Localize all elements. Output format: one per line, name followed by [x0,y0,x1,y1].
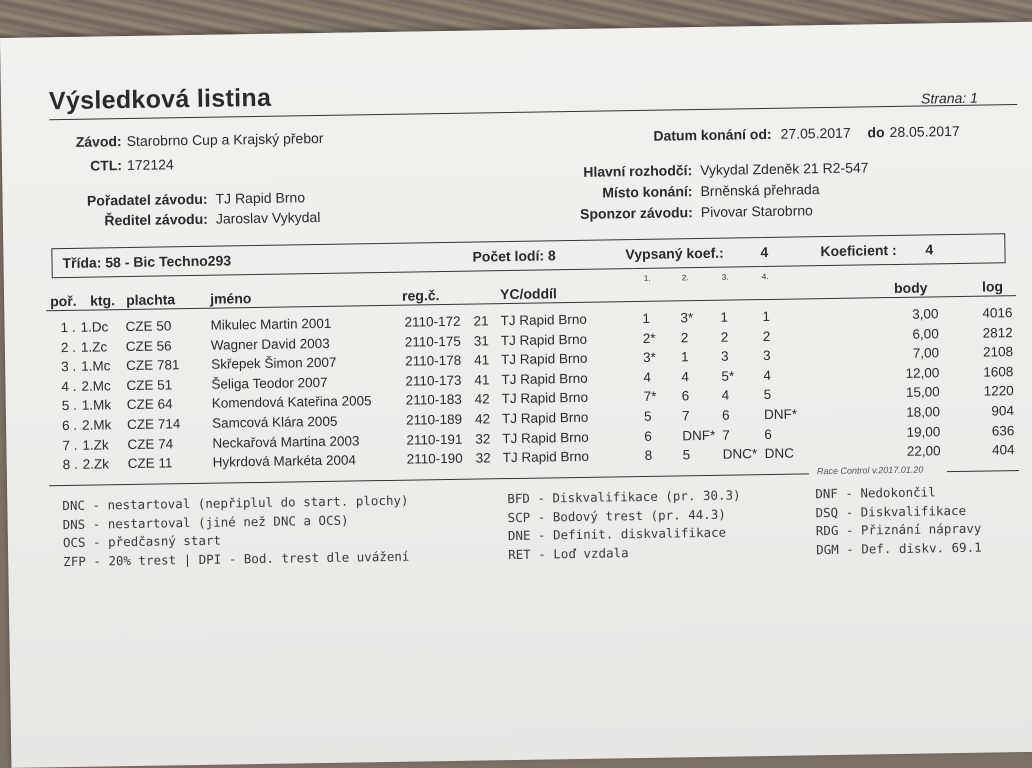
cell-ktg: 2.Mk [81,417,112,433]
cell-por: 7 . [62,437,78,453]
cell-body: 15,00 [905,384,940,401]
cell-yc: TJ Rapid Brno [501,370,588,387]
cell-yc: TJ Rapid Brno [500,331,588,348]
cell-reg: 2110-173 [405,372,462,389]
cell-race-2: DNF* [682,427,716,443]
legend-item: OCS - předčasný start [62,532,222,551]
cell-log: 4016 [982,305,1013,321]
legend-item: DSQ - Diskvalifikace [815,502,967,520]
reditel-value: Jaroslav Vykydal [215,208,321,227]
col-plachta: plachta [126,291,176,309]
coef-value: 4 [925,241,934,258]
cell-reg: 2110-191 [406,431,463,448]
cell-por: 6 . [61,417,78,434]
cell-race-4: DNC [764,445,794,462]
cell-yc: TJ Rapid Brno [501,409,589,427]
cell-jmeno: Neckařová Martina 2003 [212,432,360,451]
col-race-2: 2. [681,273,689,283]
cell-race-3: 2 [720,329,729,345]
cell-ktg: 2.Mc [81,378,111,394]
cell-plachta: CZE 64 [126,396,173,413]
cell-yc: TJ Rapid Brno [502,448,590,466]
cell-yc: TJ Rapid Brno [502,429,589,446]
cell-plachta: CZE 781 [126,357,180,374]
cell-body: 3,00 [912,306,939,322]
datum-od-value: 27.05.2017 [780,124,851,142]
cell-ktg: 1.Zk [82,436,109,453]
cell-plachta: CZE 51 [126,377,173,393]
cell-reg: 2110-175 [404,333,461,350]
datum-do-value: 28.05.2017 [889,122,960,141]
cell-race-3: DNC* [722,446,758,462]
coef-label: Koeficient : [820,241,897,260]
cell-body: 22,00 [906,443,941,459]
cell-race-2: 2 [680,329,689,345]
legend-item: DNE - Definit. diskvalifikace [507,524,727,544]
cell-plachta: CZE 714 [126,416,181,433]
cell-body: 18,00 [906,404,941,420]
cell-reg: 2110-183 [405,392,462,409]
cell-race-4: DNF* [763,406,798,423]
rozhodci-label: Hlavní rozhodčí: [583,162,693,180]
col-race-4: 4. [761,271,769,282]
cell-reg: 2110-172 [404,313,461,330]
cell-race-2: 6 [681,388,690,404]
cell-race-3: 4 [721,387,730,404]
cell-race-2: 4 [681,369,690,385]
cell-race-3: 3 [720,348,729,364]
listed-coef-value: 4 [760,243,769,261]
cell-race-1: 7* [643,389,657,405]
cell-jmeno: Skřepek Šimon 2007 [211,354,337,372]
cell-log: 2108 [982,344,1014,360]
cell-por: 5 . [61,398,77,414]
datum-label: Datum konání od: [653,125,772,144]
zavod-value: Starobrno Cup a Krajský přebor [126,129,324,150]
cell-race-1: 3* [642,349,656,366]
cell-ktg: 1.Mc [81,358,111,374]
cell-jmeno: Samcová Klára 2005 [211,413,338,431]
cell-jmeno: Mikulec Martin 2001 [210,315,332,333]
cell-race-2: 1 [680,349,689,365]
cell-num: 42 [474,411,491,427]
misto-value: Brněnská přehrada [700,181,820,200]
legend-item: DNF - Nedokončil [815,484,936,502]
datum-do-label: do [867,124,885,141]
legend-item: SCP - Bodový trest (pr. 44.3) [507,506,726,525]
cell-plachta: CZE 11 [127,455,173,472]
table-bottom-divider [49,473,809,486]
cell-race-2: 7 [681,408,690,424]
legend-item: DNS - nestartoval (jiné než DNC a OCS) [62,512,349,532]
cell-log: 1220 [983,383,1014,399]
cell-ktg: 1.Mk [81,397,112,414]
cell-por: 2 . [60,339,76,355]
cell-race-1: 5 [643,408,652,424]
ctl-label: CTL: [89,157,123,174]
cell-num: 41 [474,352,490,368]
cell-num: 41 [474,372,490,388]
cell-race-3: 7 [722,427,730,443]
cell-race-4: 1 [762,308,771,325]
cell-plachta: CZE 56 [125,337,172,354]
cell-jmeno: Šeliga Teodor 2007 [211,374,328,392]
cell-por: 1 . [60,319,76,336]
cell-reg: 2110-178 [405,352,462,369]
cell-race-1: 6 [644,428,652,444]
cell-race-1: 4 [643,369,652,385]
col-yc: YC/oddíl [499,285,557,303]
legend-item: ZFP - 20% trest | DPI - Bod. trest dle uvážení [63,548,410,569]
cell-race-4: 3 [762,348,771,364]
cell-race-4: 4 [763,367,772,383]
zavod-label: Závod: [75,133,122,150]
legend-item: DNC - nestartoval (nepřiplul do start. plochy) [62,492,409,514]
cell-body: 19,00 [906,423,941,440]
cell-log: 1608 [983,363,1014,380]
col-jmeno: jméno [209,290,252,307]
cell-yc: TJ Rapid Brno [501,390,589,407]
cell-reg: 2110-190 [406,450,463,467]
cell-por: 4 . [61,378,77,394]
cell-jmeno: Wagner David 2003 [210,335,330,353]
cell-race-4: 6 [764,426,772,442]
cell-log: 904 [991,403,1015,419]
cell-yc: TJ Rapid Brno [500,351,588,368]
page-title: Výsledková listina [48,83,272,116]
sponzor-label: Sponzor závodu: [579,204,693,222]
col-reg: reg.č. [401,287,440,304]
cell-body: 12,00 [905,365,940,381]
ctl-value: 172124 [126,156,174,174]
cell-race-1: 1 [642,310,651,326]
cell-race-4: 2 [762,328,771,344]
cell-reg: 2110-189 [405,411,463,428]
cell-race-2: 5 [682,447,691,463]
poradatel-value: TJ Rapid Brno [215,189,306,207]
cell-ktg: 2.Zk [82,456,110,472]
cell-log: 2812 [982,324,1013,341]
misto-label: Místo konání: [602,183,693,201]
software-label: Race Control v.2017.01.20 [816,464,924,477]
cell-por: 8 . [62,457,78,473]
boat-count: Počet lodí: 8 [472,247,556,265]
cell-race-3: 5* [721,368,735,384]
legend-item: RET - Loď vzdala [508,544,629,562]
sponzor-value: Pivovar Starobrno [700,202,813,221]
cell-race-3: 1 [720,309,729,325]
cell-log: 636 [991,422,1015,439]
cell-yc: TJ Rapid Brno [500,311,587,329]
cell-race-4: 5 [763,387,772,403]
class-summary-box [51,233,1005,278]
listed-coef-label: Vypsaný koef.: [625,244,724,263]
results-sheet [0,22,1032,768]
cell-race-2: 3* [680,310,694,326]
cell-log: 404 [991,442,1015,458]
col-ktg: ktg. [90,292,116,309]
poradatel-label: Pořadatel závodu: [86,190,208,209]
cell-race-1: 2* [642,330,656,346]
cell-num: 32 [475,430,491,447]
col-por: poř. [50,292,77,310]
class-label: Třída: 58 - Bic Techno293 [62,252,232,272]
cell-jmeno: Hykrdová Markéta 2004 [212,452,357,470]
cell-por: 3 . [61,359,77,375]
reditel-label: Ředitel závodu: [104,210,208,229]
rozhodci-value: Vykydal Zdeněk 21 R2-547 [700,159,869,179]
legend-item: DGM - Def. diskv. 69.1 [816,539,982,557]
cell-jmeno: Komendová Kateřina 2005 [211,393,372,412]
cell-ktg: 1.Dc [80,319,109,335]
cell-body: 6,00 [912,325,939,342]
cell-num: 31 [473,332,489,349]
page-number: Strana: 1 [920,89,979,107]
cell-ktg: 1.Zc [80,338,108,355]
cell-num: 42 [474,391,490,407]
col-log: log [981,278,1004,295]
cell-plachta: CZE 50 [125,318,172,335]
col-body: body [893,279,928,296]
table-bottom-divider-right [947,470,1019,472]
legend-item: RDG - Přiznání nápravy [815,520,982,539]
cell-race-1: 8 [644,447,653,464]
col-race-1: 1. [643,273,651,283]
col-race-3: 3. [721,272,729,282]
cell-plachta: CZE 74 [127,435,174,452]
cell-race-3: 6 [721,407,730,423]
cell-num: 21 [473,313,489,329]
cell-body: 7,00 [912,345,940,361]
legend-item: BFD - Diskvalifikace (pr. 30.3) [507,487,741,507]
cell-num: 32 [475,450,491,466]
